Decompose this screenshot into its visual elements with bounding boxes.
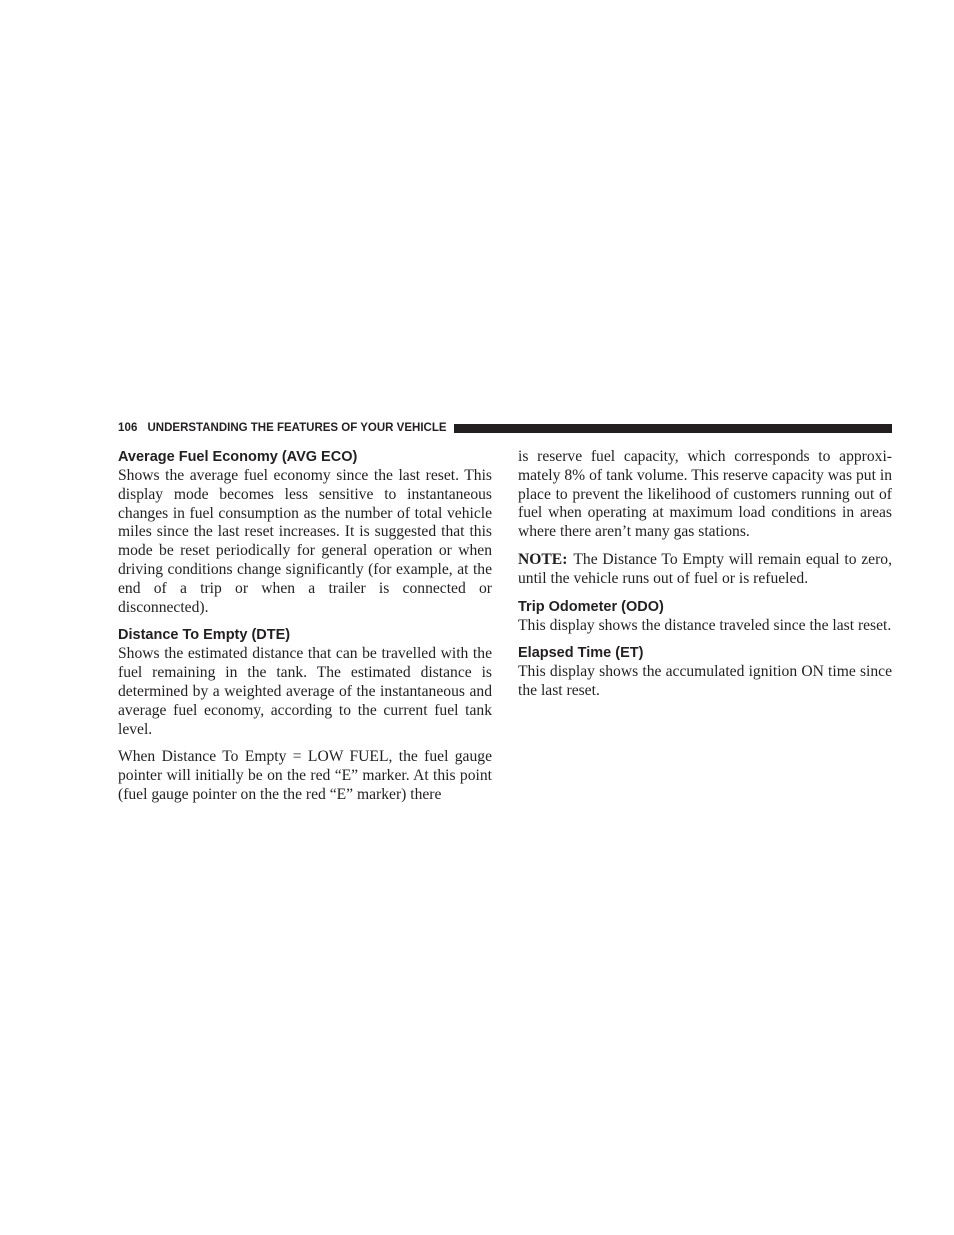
- et-body: This display shows the accumulated ignition ON time since the last reset.: [518, 663, 892, 700]
- note-text: The Distance To Empty will remain equal to zero, until the vehicle runs out of fuel or is refueled.: [518, 550, 892, 587]
- right-column: [518, 448, 892, 701]
- dte-heading: Distance To Empty (DTE): [118, 627, 291, 644]
- section-title: UNDERSTANDING THE FEATURES OF YOUR VEHICLE: [147, 422, 447, 434]
- header-rule: [454, 424, 892, 433]
- avg-eco-body: Shows the average fuel economy since the last reset. This display mode becomes less sensitive to instantaneous changes in fuel consumption as the number of total vehicle miles since the last reset increases. It is suggested that this mode be reset periodically for general operation or when driving conditions change significantly (for example, at the end of a trip or when a trailer is connected or disconnected).: [118, 467, 492, 616]
- note-label: NOTE:: [518, 550, 568, 568]
- odo-heading: Trip Odometer (ODO): [518, 598, 664, 615]
- odo-body: This display shows the distance traveled since the last reset.: [518, 616, 892, 634]
- avg-eco-heading: Average Fuel Economy (AVG ECO): [118, 449, 358, 465]
- dte-body: Shows the estimated distance that can be travelled with the fuel remaining in the tank. The estimated distance is determined by a weighted average of the instantaneous and average fuel economy, according to the current fuel tank level.: [118, 645, 492, 738]
- note-paragraph: [518, 551, 892, 589]
- page-number: 106: [118, 422, 138, 434]
- et-heading: Elapsed Time (ET): [518, 645, 644, 662]
- left-column: [118, 448, 492, 805]
- dte-low-fuel-paragraph: When Distance To Empty = LOW FUEL, the fuel gauge pointer will initially be on the red “E” marker. At this point (fuel gauge pointer on the the red “E” marker) there: [118, 748, 492, 803]
- page-header: [118, 419, 892, 437]
- reserve-capacity-paragraph: is reserve fuel capacity, which corresponds to approxi-mately 8% of tank volume. This reserve capacity was put in place to prevent the likelihood of customers running out of fuel when operating at maximum load conditions in areas where there aren’t many gas stations.: [518, 448, 892, 541]
